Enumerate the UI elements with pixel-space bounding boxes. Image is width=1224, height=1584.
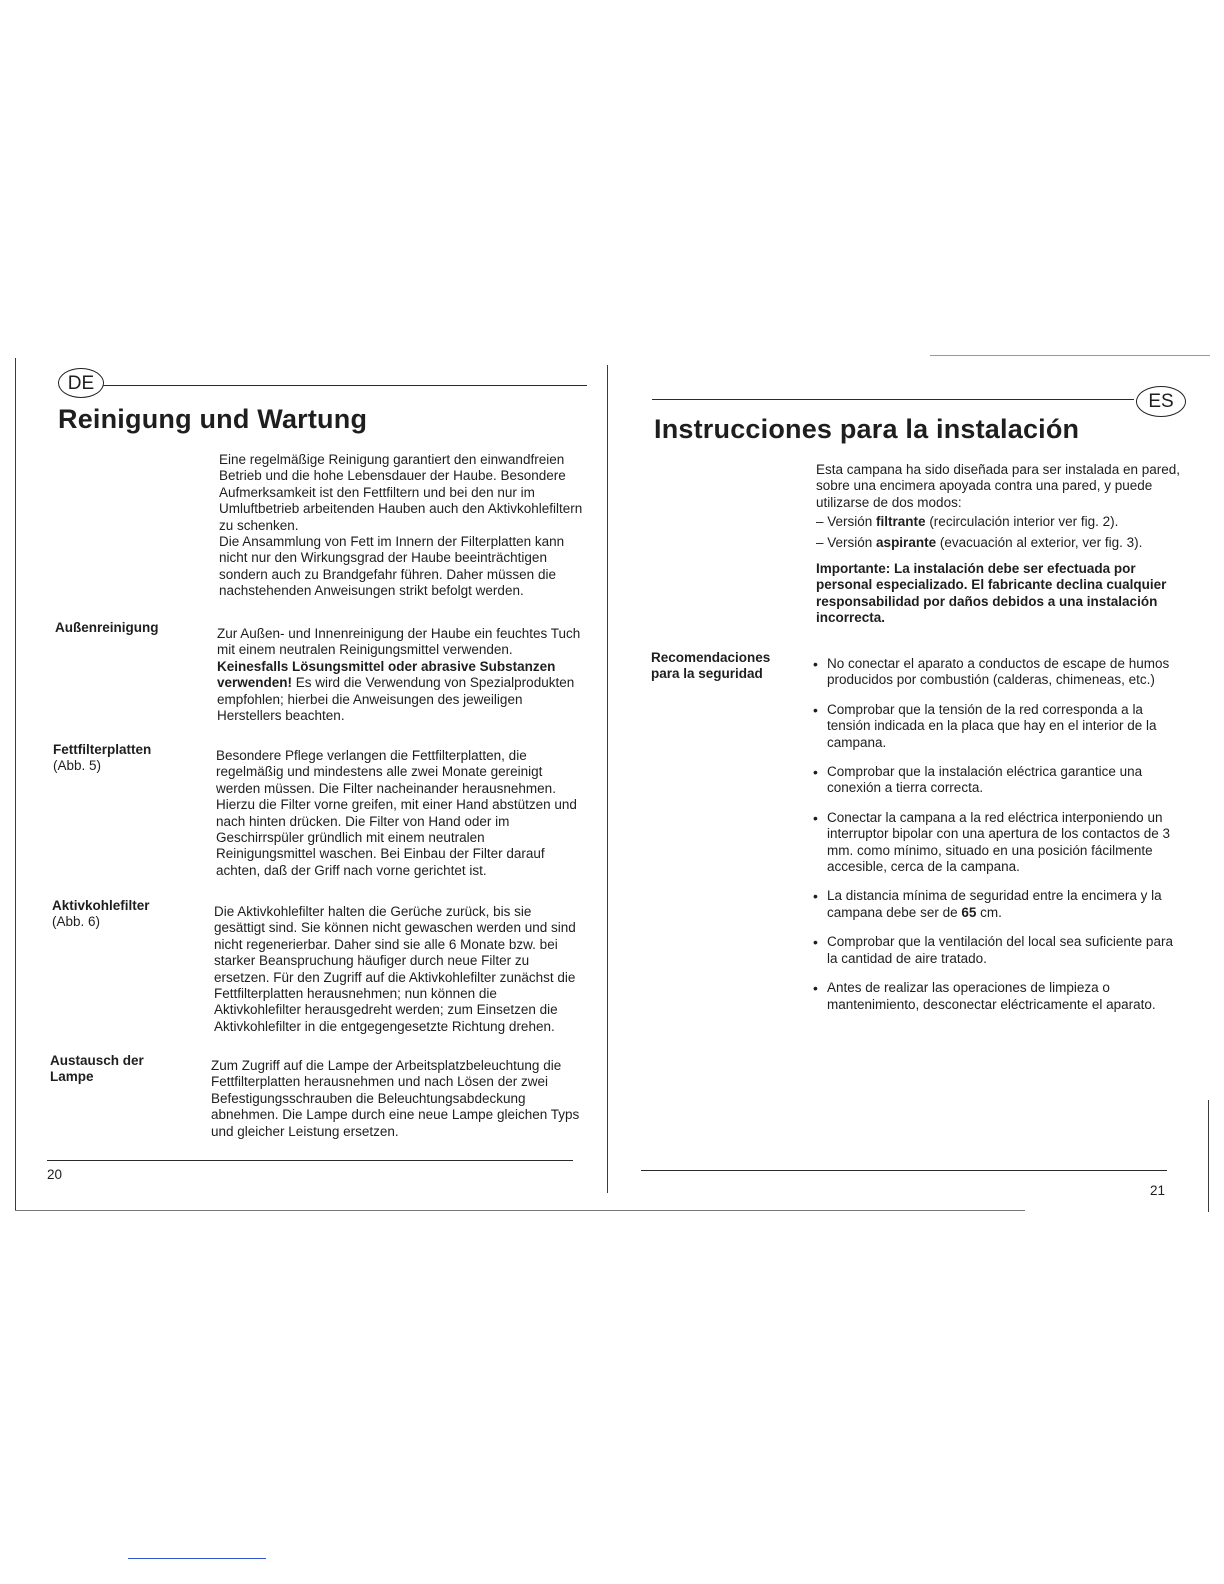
- es-footer-rule: [641, 1170, 1167, 1171]
- de-intro-p1: Eine regelmäßige Reinigung garantiert den einwandfreien Betrieb und die hohe Lebensdauer der Haube. Besondere Aufmerksamkeit ist den Fettfiltern und bei den nur im Umluftbetrieb arbeitenden Hauben auch den Aktivkohlefiltern zu schenken.: [219, 452, 583, 533]
- es-mode-aspirante: – Versión aspirante (evacuación al exterior, ver fig. 3).: [816, 534, 1143, 550]
- left-page-edge: [15, 358, 16, 1210]
- heading-austausch-lampe: Austausch der Lampe: [50, 1053, 144, 1085]
- blue-mark: [128, 1558, 266, 1559]
- es-side-seguridad: [651, 650, 791, 683]
- de-side-lampe: [50, 1053, 170, 1086]
- safety-item-1: • No conectar el aparato a conductos de escape de humos producidos por combustión (calderas, chimeneas, etc.): [813, 656, 1181, 689]
- safety-item-2: • Comprobar que la tensión de la red corresponda a la tensión indicada en la placa que hay en el interior de la campana.: [813, 702, 1181, 751]
- es-safety-list: [813, 656, 1181, 1026]
- de-side-aktiv: [52, 898, 202, 931]
- de-text-aktiv: Die Aktivkohlefilter halten die Gerüche zurück, bis sie gesättigt sind. Sie können nicht gewaschen werden und sind nicht regenerierbar. Daher sind sie alle 6 Monate bzw. bei starker Beanspruchung häufiger durch neue Filter zu ersetzen. Für den Zugriff auf die Aktivkohlefilter zunächst die Fettfilterplatten herausnehmen; nun können die Aktivkohlefilter herausgedreht werden; zum Einsetzen die Aktivkohlefilter in die entgegengesetzte Richtung drehen.: [214, 904, 576, 1034]
- page-title-es: Instrucciones para la instalación: [654, 414, 1080, 444]
- bottom-scan-edge: [15, 1210, 1025, 1211]
- es-intro: Esta campana ha sido diseñada para ser instalada en pared, sobre una encimera apoyada contra una pared, y puede utilizarse de dos modos:: [816, 462, 1180, 510]
- de-text-fett: Besondere Pflege verlangen die Fettfilterplatten, die regelmäßig und mindestens alle zwei Monate gereinigt werden müssen. Die Filter nacheinander herausnehmen. Hierzu die Filter vorne greifen, mit einer Hand abstützen und nach hinten drücken. Die Filter von Hand oder im Geschirrspüler gründlich mit einem neutralen Reinigungsmittel waschen. Bei Einbau der Filter darauf achten, daß der Griff nach vorne gerichtet ist.: [216, 748, 577, 878]
- warning-no-solvents: Keinesfalls Lösungsmittel oder abrasive Substanzen verwenden!: [217, 658, 556, 691]
- page-number-21: 21: [1150, 1183, 1166, 1198]
- de-text-aussen: Zur Außen- und Innenreinigung der Haube ein feuchtes Tuch mit einem neutralen Reinigungsmittel verwenden. Keinesfalls Lösungsmittel oder abrasive Substanzen verwenden! Es wird die Verwendung von Spezialprodukten empfohlen; hierbei die Anweisungen des jeweiligen Herstellers beachten.: [217, 626, 581, 724]
- heading-aktivkohlefilter: Aktivkohlefilter: [52, 898, 150, 913]
- heading-recomendaciones: Recomendaciones para la seguridad: [651, 650, 771, 682]
- page-title-de: Reinigung und Wartung: [58, 404, 368, 434]
- right-page-edge: [1208, 1100, 1209, 1212]
- de-text-lampe: Zum Zugriff auf die Lampe der Arbeitsplatzbeleuchtung die Fettfilterplatten herausnehmen und nach Lösen der zwei Befestigungsschrauben die Beleuchtungsabdeckung abnehmen. Die Lampe durch eine neue Lampe gleichen Typs und gleicher Leistung ersetzen.: [211, 1058, 580, 1139]
- page-number-20: 20: [47, 1167, 63, 1182]
- safety-item-5: • La distancia mínima de seguridad entre la encimera y la campana debe ser de 65 cm.: [813, 888, 1181, 921]
- es-important-notice: Importante: La instalación debe ser efectuada por personal especializado. El fabricante declina cualquier responsabilidad por daños debidos a una instalación incorrecta.: [816, 561, 1167, 626]
- lang-badge-es: ES: [1136, 386, 1186, 417]
- heading-aussenreinigung: Außenreinigung: [55, 620, 159, 635]
- es-mode-filtrante: – Versión filtrante (recirculación interior ver fig. 2).: [816, 514, 1119, 530]
- es-header-rule: [652, 399, 1134, 400]
- de-footer-rule: [47, 1160, 573, 1161]
- es-intro-block: [816, 462, 1180, 627]
- de-intro: [219, 452, 591, 600]
- safety-item-3: • Comprobar que la instalación eléctrica garantice una conexión a tierra correcta.: [813, 764, 1181, 797]
- safety-item-6: • Comprobar que la ventilación del local sea suficiente para la cantidad de aire tratado.: [813, 934, 1181, 967]
- de-header-rule: [103, 385, 587, 386]
- de-side-aussen: [55, 620, 205, 636]
- lang-badge-de: DE: [58, 368, 104, 398]
- top-right-scan-edge: [930, 355, 1210, 356]
- heading-fettfilterplatten: Fettfilterplatten: [53, 742, 152, 757]
- ref-abb-6: (Abb. 6): [52, 914, 101, 930]
- safety-item-7: • Antes de realizar las operaciones de limpieza o mantenimiento, desconectar eléctricamente el aparato.: [813, 980, 1181, 1013]
- de-intro-p2: Die Ansammlung von Fett im Innern der Filterplatten kann nicht nur den Wirkungsgrad der Haube beeinträchtigen sondern auch zu Brandgefahr führen. Daher müssen die nachstehenden Anweisungen strikt befolgt werden.: [219, 534, 565, 599]
- center-gutter-line: [607, 365, 608, 1193]
- de-side-fett: [53, 742, 203, 775]
- ref-abb-5: (Abb. 5): [53, 758, 102, 774]
- safety-item-4: • Conectar la campana a la red eléctrica interponiendo un interruptor bipolar con una apertura de los contactos de 3 mm. como mínimo, situado en una posición fácilmente accesible, cerca de la campana.: [813, 810, 1181, 876]
